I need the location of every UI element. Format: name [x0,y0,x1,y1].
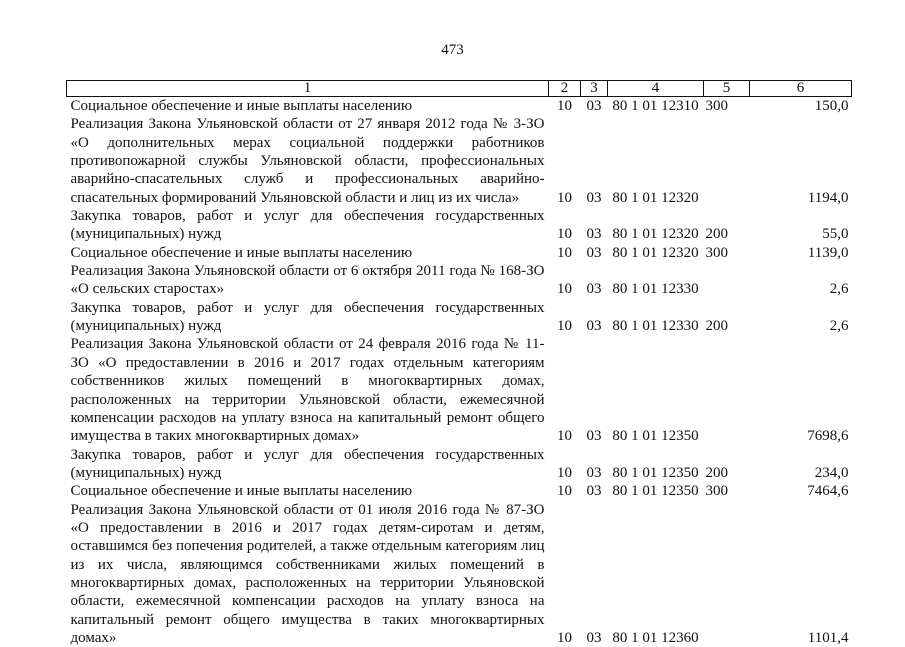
table-row [67,262,852,299]
row-subsection: 03 [581,446,608,483]
row-target-code: 80 1 01 12310 [608,97,704,116]
row-amount: 1194,0 [750,115,852,207]
row-section: 10 [549,244,581,262]
row-section: 10 [549,97,581,116]
row-name: Социальное обеспечение и иные выплаты населению [67,482,549,500]
table-row [67,115,852,207]
row-expense-type [704,115,750,207]
header-col-2: 2 [549,81,581,97]
row-name: Закупка товаров, работ и услуг для обеспечения государственных (муниципальных) нужд [67,446,549,483]
table-row [67,244,852,262]
row-amount: 2,6 [750,262,852,299]
row-target-code: 80 1 01 12320 [608,115,704,207]
table-row [67,97,852,116]
header-col-3: 3 [581,81,608,97]
row-target-code: 80 1 01 12320 [608,207,704,244]
row-section: 10 [549,335,581,445]
row-expense-type: 200 [704,207,750,244]
budget-table [66,80,852,647]
row-name: Реализация Закона Ульяновской области от 01 июля 2016 года № 87-ЗО «О предоставлении в 2016 и 2017 годах детям-сиротам и детям, оставшимся без попечения родителей, а также отдельным категориям лиц из их числа, являющимся собственниками жилых помещений в многоквартирных домах, расположенных на территории Ульяновской области, ежемесячной компенсации расходов на уплату взноса на капитальный ремонт общего имущества в таких многоквартирных домах» [67,501,549,647]
row-target-code: 80 1 01 12350 [608,446,704,483]
header-col-6: 6 [750,81,852,97]
row-subsection: 03 [581,244,608,262]
row-amount: 55,0 [750,207,852,244]
header-col-4: 4 [608,81,704,97]
row-expense-type: 200 [704,446,750,483]
page-number: 473 [0,40,905,60]
row-amount: 2,6 [750,299,852,336]
row-section: 10 [549,115,581,207]
row-subsection: 03 [581,262,608,299]
table-row [67,335,852,445]
row-name: Реализация Закона Ульяновской области от 24 февраля 2016 года № 11-ЗО «О предоставлении в 2016 и 2017 годах отдельным категориям собственников жилых помещений в многоквартирных домах, расположенных на территории Ульяновской области, ежемесячной компенсации расходов на уплату взноса на капитальный ремонт общего имущества в таких многоквартирных домах» [67,335,549,445]
row-expense-type: 300 [704,482,750,500]
row-expense-type: 200 [704,299,750,336]
table-row [67,207,852,244]
row-name: Реализация Закона Ульяновской области от 27 января 2012 года № 3-ЗО «О дополнительных мерах социальной поддержки работников противопожарной службы Ульяновской области, профессиональных аварийно-спасательных служб и профессиональных аварийно-спасательных формирований Ульяновской области и лиц из их числа» [67,115,549,207]
row-target-code: 80 1 01 12330 [608,299,704,336]
row-target-code: 80 1 01 12350 [608,335,704,445]
row-subsection: 03 [581,501,608,647]
row-amount: 150,0 [750,97,852,116]
header-col-5: 5 [704,81,750,97]
row-amount: 7698,6 [750,335,852,445]
header-col-1: 1 [67,81,549,97]
row-name: Социальное обеспечение и иные выплаты населению [67,244,549,262]
row-section: 10 [549,299,581,336]
row-amount: 1139,0 [750,244,852,262]
row-expense-type: 300 [704,244,750,262]
table-row [67,501,852,647]
row-section: 10 [549,262,581,299]
row-expense-type: 300 [704,97,750,116]
row-amount: 7464,6 [750,482,852,500]
row-name: Закупка товаров, работ и услуг для обеспечения государственных (муниципальных) нужд [67,299,549,336]
row-section: 10 [549,446,581,483]
row-target-code: 80 1 01 12360 [608,501,704,647]
row-subsection: 03 [581,97,608,116]
table-row [67,299,852,336]
row-section: 10 [549,207,581,244]
row-subsection: 03 [581,207,608,244]
row-expense-type [704,262,750,299]
row-section: 10 [549,482,581,500]
table-row [67,446,852,483]
row-amount: 234,0 [750,446,852,483]
header-row [67,81,852,97]
table-body [67,97,852,647]
row-section: 10 [549,501,581,647]
table-header [67,81,852,97]
row-subsection: 03 [581,115,608,207]
row-target-code: 80 1 01 12330 [608,262,704,299]
row-subsection: 03 [581,482,608,500]
row-name: Закупка товаров, работ и услуг для обеспечения государственных (муниципальных) нужд [67,207,549,244]
row-name: Реализация Закона Ульяновской области от 6 октября 2011 года № 168-ЗО «О сельских старостах» [67,262,549,299]
row-subsection: 03 [581,299,608,336]
row-amount: 1101,4 [750,501,852,647]
row-name: Социальное обеспечение и иные выплаты населению [67,97,549,116]
row-target-code: 80 1 01 12350 [608,482,704,500]
row-expense-type [704,501,750,647]
row-expense-type [704,335,750,445]
table-row [67,482,852,500]
row-subsection: 03 [581,335,608,445]
row-target-code: 80 1 01 12320 [608,244,704,262]
